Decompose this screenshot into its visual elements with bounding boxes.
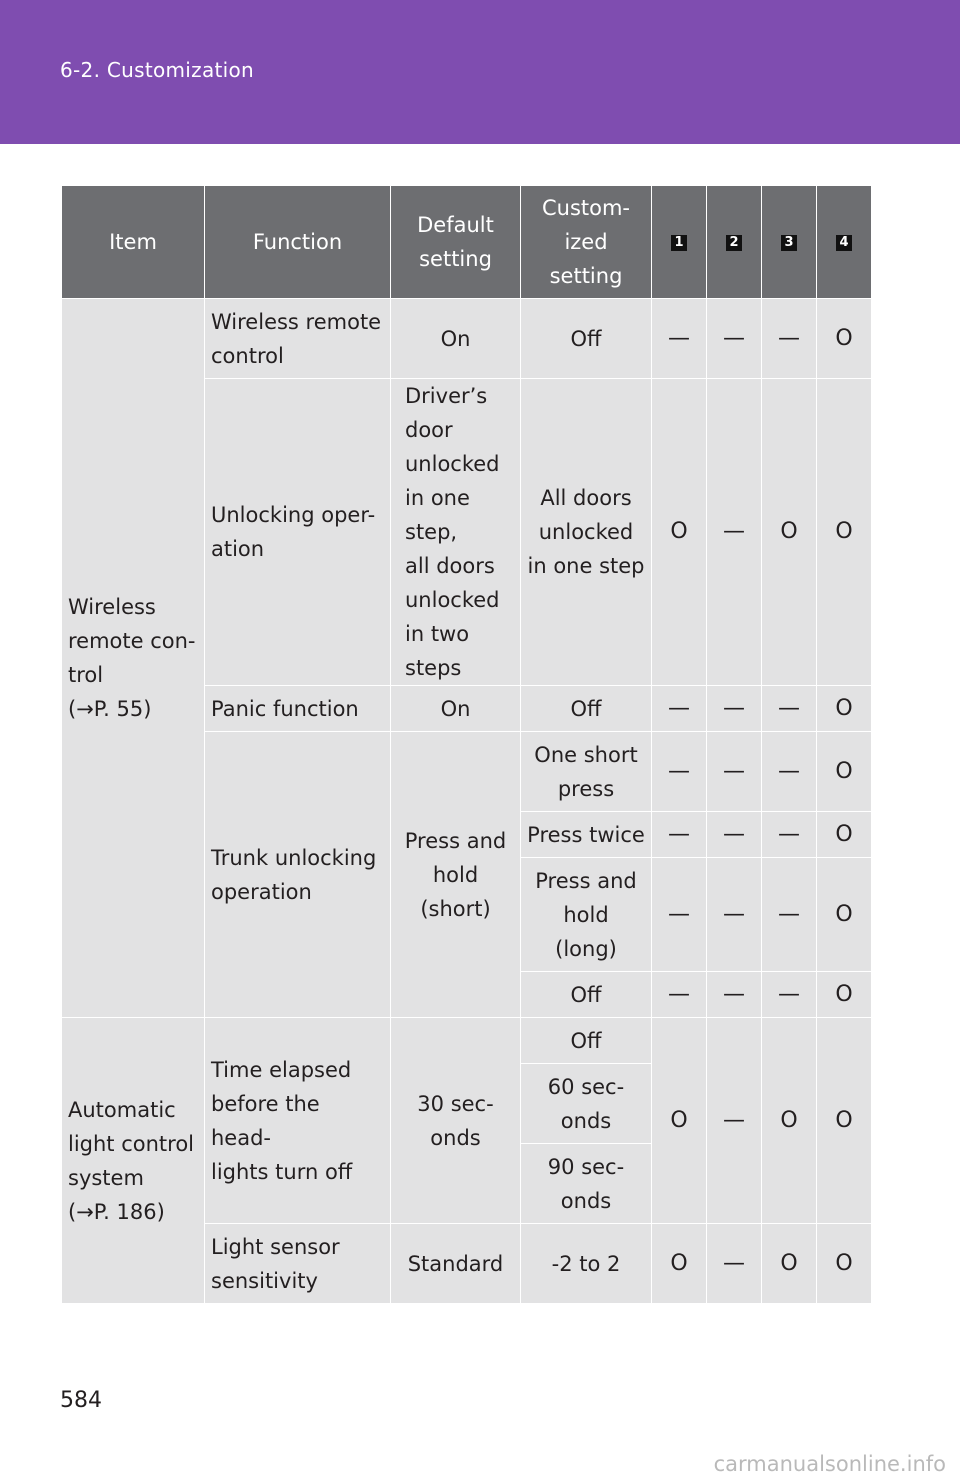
mark-circle: O	[762, 1018, 817, 1224]
mark-dash: —	[707, 686, 762, 732]
mark-dash: —	[707, 379, 762, 686]
function-cell: Wireless remote control	[205, 299, 391, 379]
mark-circle: O	[817, 812, 872, 858]
mark-circle: O	[762, 379, 817, 686]
mark-circle: O	[817, 972, 872, 1018]
number-1-box-icon: 1	[671, 235, 687, 251]
mark-circle: O	[817, 732, 872, 812]
custom-cell: Press twice	[521, 812, 652, 858]
mark-circle: O	[817, 299, 872, 379]
mark-circle: O	[652, 379, 707, 686]
function-cell: Trunk unlocking operation	[205, 732, 391, 1018]
number-3-box-icon: 3	[781, 235, 797, 251]
mark-dash: —	[707, 858, 762, 972]
number-4-box-icon: 4	[836, 235, 852, 251]
item-cell: Automatic light control system (→P. 186)	[62, 1018, 205, 1304]
function-cell: Unlocking oper- ation	[205, 379, 391, 686]
mark-dash: —	[652, 972, 707, 1018]
custom-cell: One short press	[521, 732, 652, 812]
mark-dash: —	[707, 1224, 762, 1304]
item-cell: Wireless remote con- trol (→P. 55)	[62, 299, 205, 1018]
mark-dash: —	[707, 1018, 762, 1224]
number-2-box-icon: 2	[726, 235, 742, 251]
mark-dash: —	[707, 732, 762, 812]
mark-circle: O	[817, 379, 872, 686]
custom-cell: 60 sec- onds	[521, 1064, 652, 1144]
custom-cell: Off	[521, 1018, 652, 1064]
col-header-mode-2	[707, 186, 762, 299]
page-number: 584	[60, 1388, 102, 1413]
custom-cell: 90 sec- onds	[521, 1144, 652, 1224]
mark-circle: O	[817, 686, 872, 732]
mark-dash: —	[707, 972, 762, 1018]
mark-dash: —	[762, 299, 817, 379]
table-row	[62, 1018, 872, 1064]
function-cell: Time elapsed before the head- lights turn off	[205, 1018, 391, 1224]
table-header-row	[62, 186, 872, 299]
mark-dash: —	[652, 858, 707, 972]
mark-dash: —	[707, 299, 762, 379]
watermark: carmanualsonline.info	[713, 1452, 946, 1476]
mark-circle: O	[817, 1224, 872, 1304]
custom-cell: Off	[521, 972, 652, 1018]
mark-circle: O	[652, 1018, 707, 1224]
custom-cell: Press and hold (long)	[521, 858, 652, 972]
default-cell: On	[391, 686, 521, 732]
mark-dash: —	[762, 972, 817, 1018]
col-header-mode-4	[817, 186, 872, 299]
mark-dash: —	[652, 812, 707, 858]
function-cell: Panic function	[205, 686, 391, 732]
section-title: 6-2. Customization	[60, 58, 255, 82]
mark-dash: —	[762, 858, 817, 972]
default-cell: Driver’s door unlocked in one step, all doors unlocked in two steps	[391, 379, 521, 686]
col-header-customized-setting: Custom- ized setting	[521, 186, 652, 299]
mark-circle: O	[817, 858, 872, 972]
col-header-default-setting: Default setting	[391, 186, 521, 299]
customization-table	[61, 185, 872, 1304]
mark-dash: —	[652, 686, 707, 732]
mark-circle: O	[652, 1224, 707, 1304]
col-header-mode-3	[762, 186, 817, 299]
custom-cell: -2 to 2	[521, 1224, 652, 1304]
default-cell: Standard	[391, 1224, 521, 1304]
col-header-item: Item	[62, 186, 205, 299]
custom-cell: All doors unlocked in one step	[521, 379, 652, 686]
mark-circle: O	[817, 1018, 872, 1224]
mark-dash: —	[652, 299, 707, 379]
custom-cell: Off	[521, 686, 652, 732]
function-cell: Light sensor sensitivity	[205, 1224, 391, 1304]
default-cell: On	[391, 299, 521, 379]
col-header-mode-1	[652, 186, 707, 299]
mark-dash: —	[652, 732, 707, 812]
mark-circle: O	[762, 1224, 817, 1304]
table-row	[62, 299, 872, 379]
default-cell: 30 sec- onds	[391, 1018, 521, 1224]
default-cell: Press and hold (short)	[391, 732, 521, 1018]
mark-dash: —	[762, 732, 817, 812]
mark-dash: —	[762, 686, 817, 732]
mark-dash: —	[707, 812, 762, 858]
col-header-function: Function	[205, 186, 391, 299]
custom-cell: Off	[521, 299, 652, 379]
mark-dash: —	[762, 812, 817, 858]
